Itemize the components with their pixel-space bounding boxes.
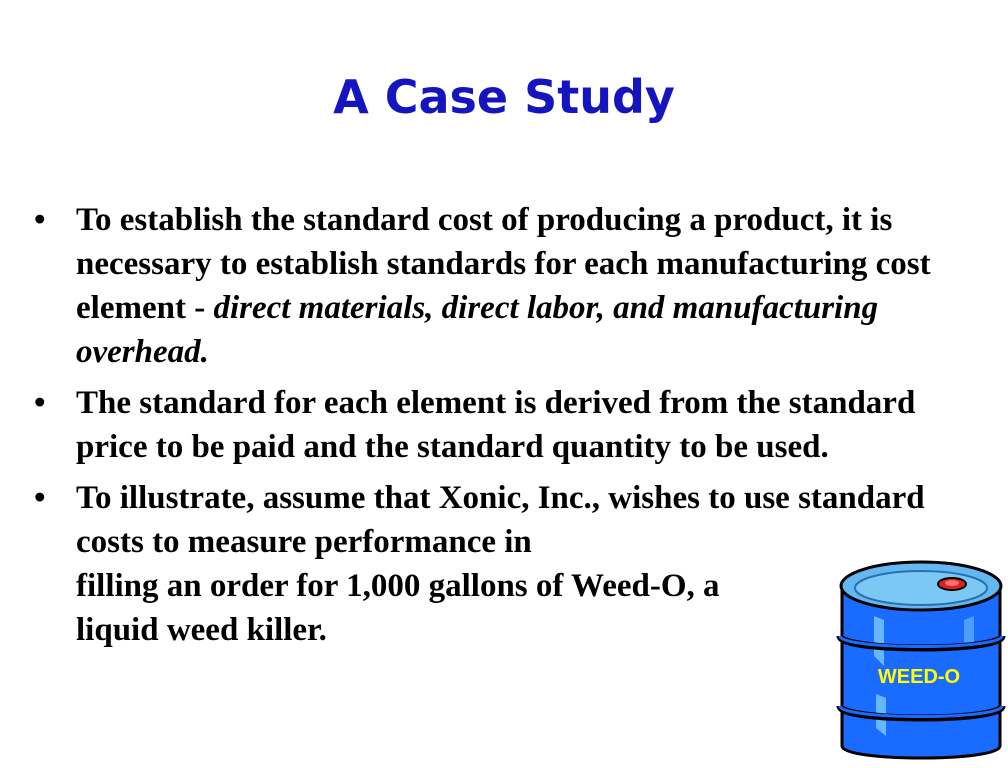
bullet-text-line-2: filling an order for 1,000 gallons of Weed-O, a xyxy=(76,568,720,604)
bullet-text-line-1: To illustrate, assume that Xonic, Inc., wishes to use standard costs to measure performance in xyxy=(76,480,925,560)
barrel-icon xyxy=(836,558,1006,768)
bullet-text: The standard for each element is derived from the standard price to be paid and the standard quantity to be used. xyxy=(76,385,916,465)
slide-title: A Case Study xyxy=(333,70,675,124)
bullet-item-1 xyxy=(34,198,964,374)
bullet-marker: • xyxy=(34,385,46,421)
bullet-item-3 xyxy=(34,476,964,652)
bullet-marker: • xyxy=(34,480,46,516)
bullet-emphasis: direct materials, direct labor, and manufacturing overhead. xyxy=(76,290,879,370)
bullet-item-2 xyxy=(34,381,964,469)
bullet-marker: • xyxy=(34,202,46,238)
bullet-text-line-3: liquid weed killer. xyxy=(76,612,327,648)
barrel-label: WEED-O xyxy=(877,666,961,688)
bullet-text: To establish the standard cost of producing a product, it is necessary to establish standards for each manufacturing cost element - xyxy=(76,202,931,326)
bullet-list xyxy=(34,198,964,659)
